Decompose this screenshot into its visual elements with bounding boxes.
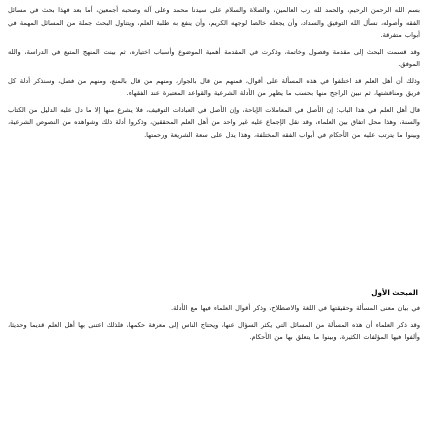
paragraph: بسم الله الرحمن الرحيم، والحمد لله رب العالمين، والصلاة والسلام على سيدنا محمد وعلى آله وصحبه أجمعين، أما بعد فهذا بحث في مسائل الفقه وأصوله، نسأل الله التوفيق والسداد، وأن يجعله خالصا لوجهه الكريم، وأن ينفع به طلبة العلم، ويتناول البحث جملة من المسائل المهمة في أبواب متفرقة. <box>8 6 420 39</box>
section-heading: المبحث الأول <box>371 288 418 297</box>
paragraph: وقد قسمت البحث إلى مقدمة وفصول وخاتمة، وذكرت في المقدمة أهمية الموضوع وأسباب اختياره، ثم بينت المنهج المتبع في الدراسة، والله الموفق. <box>8 47 420 68</box>
main-text-block <box>8 4 420 141</box>
paragraph: في بيان معنى المسألة وحقيقتها في اللغة والاصطلاح، وذكر أقوال العلماء فيها مع الأدلة. <box>170 304 420 312</box>
section-text-block <box>8 302 420 344</box>
paragraph: قال أهل العلم في هذا الباب: إن الأصل في المعاملات الإباحة، وإن الأصل في العبادات التوقيف، فلا يشرع منها إلا ما دل عليه الدليل من الكتاب والسنة، وهذا محل اتفاق بين العلماء، وقد نقل الإجماع عليه غير واحد من أهل العلم المحققين، وذكروا أدلة ذلك وشواهده من النصوص الشرعية، وبينوا ما يترتب عليه من الأحكام في أبواب الفقه المختلفة، وهذا يدل على سعة الشريعة ورحمتها. <box>8 105 420 139</box>
paragraph: وذلك أن أهل العلم قد اختلفوا في هذه المسألة على أقوال، فمنهم من قال بالجواز، ومنهم من قال بالمنع، ومنهم من فصل، وسنذكر أدلة كل فريق ومناقشتها، ثم نبين الراجح منها بحسب ما يظهر من الأدلة الشرعية والقواعد المعتبرة عند الفقهاء. <box>8 76 420 97</box>
paragraph: وقد ذكر العلماء أن هذه المسألة من المسائل التي يكثر السؤال عنها، ويحتاج الناس إلى معرفة حكمها، فلذلك اعتنى بها أهل العلم قديما وحديثا، وألفوا فيها المؤلفات الكثيرة، وبينوا ما يتعلق بها من الأحكام. <box>8 320 420 341</box>
